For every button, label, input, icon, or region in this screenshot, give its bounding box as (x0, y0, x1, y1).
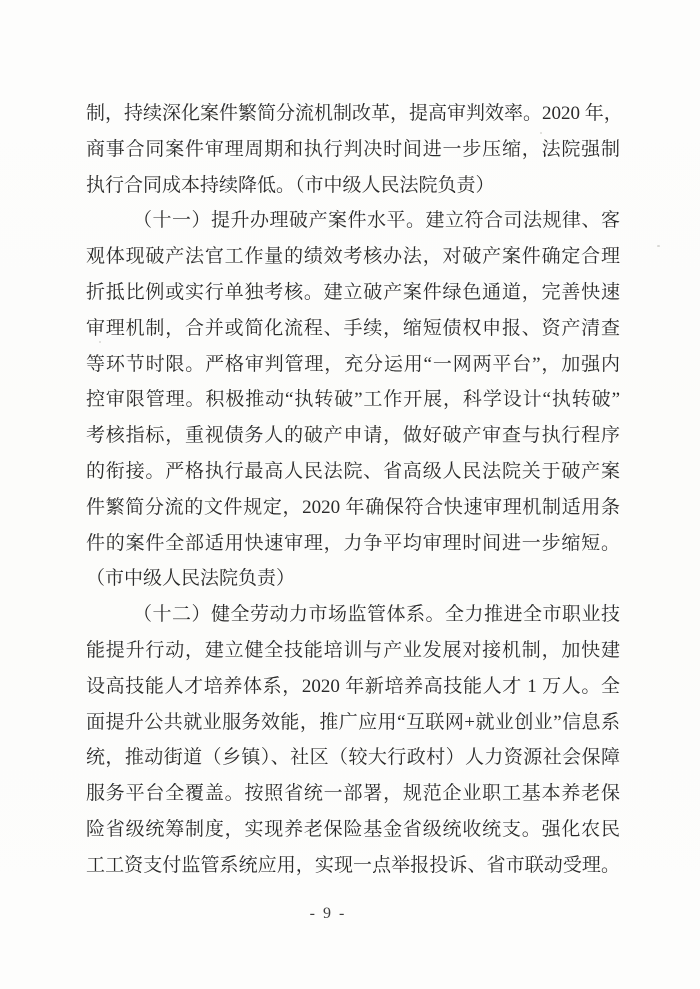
text-block (86, 96, 623, 884)
document-line: 观体现破产法官工作量的绩效考核办法，对破产案件确定合理 (86, 246, 620, 268)
scan-speckle (657, 245, 660, 247)
page-number: - 9 - (309, 905, 347, 922)
document-line: 统，推动街道（乡镇）、社区（较大行政村）人力资源社会保障 (86, 747, 620, 769)
document-line: 件的案件全部适用快速审理，力争平均审理时间进一步缩短。 (86, 532, 620, 554)
document-line: （十二）健全劳动力市场监管体系。全力推进全市职业技 (133, 604, 620, 626)
document-line: 的衔接。严格执行最高人民法院、省高级人民法院关于破产案 (86, 460, 620, 482)
document-line: （市中级人民法院负责） (86, 568, 296, 590)
document-line: 控审限管理。积极推动“执转破”工作开展，科学设计“执转破” (86, 389, 620, 411)
document-line: 工工资支付监管系统应用，实现一点举报投诉、省市联动受理。 (86, 854, 620, 876)
document-line: 制，持续深化案件繁简分流机制改革，提高审判效率。2020 年， (86, 103, 623, 124)
document-line: 件繁简分流的文件规定，2020 年确保符合快速审理机制适用条 (86, 496, 620, 518)
document-line: 等环节时限。严格审判管理，充分运用“一网两平台”，加强内 (86, 353, 620, 375)
document-line: 面提升公共就业服务效能，推广应用“互联网+就业创业”信息系 (86, 711, 620, 733)
document-line: 险省级统筹制度，实现养老保险基金省级统收统支。强化农民 (86, 818, 620, 840)
document-line: 能提升行动，建立健全技能培训与产业发展对接机制，加快建 (86, 639, 620, 661)
document-line: 审理机制，合并或简化流程、手续，缩短债权申报、资产清查 (86, 317, 620, 339)
document-line: 考核指标，重视债务人的破产申请，做好破产审查与执行程序 (86, 425, 620, 447)
document-line: 折抵比例或实行单独考核。建立破产案件绿色通道，完善快速 (86, 281, 620, 303)
document-line: （十一）提升办理破产案件水平。建立符合司法规律、客 (133, 210, 620, 232)
document-line: 商事合同案件审理周期和执行判决时间进一步压缩，法院强制 (86, 138, 620, 160)
document-line: 执行合同成本持续降低。（市中级人民法院负责） (86, 174, 495, 196)
document-line: 服务平台全覆盖。按照省统一部署，规范企业职工基本养老保 (86, 783, 620, 805)
document-line: 设高技能人才培养体系，2020 年新培养高技能人才 1 万人。全 (86, 675, 620, 697)
